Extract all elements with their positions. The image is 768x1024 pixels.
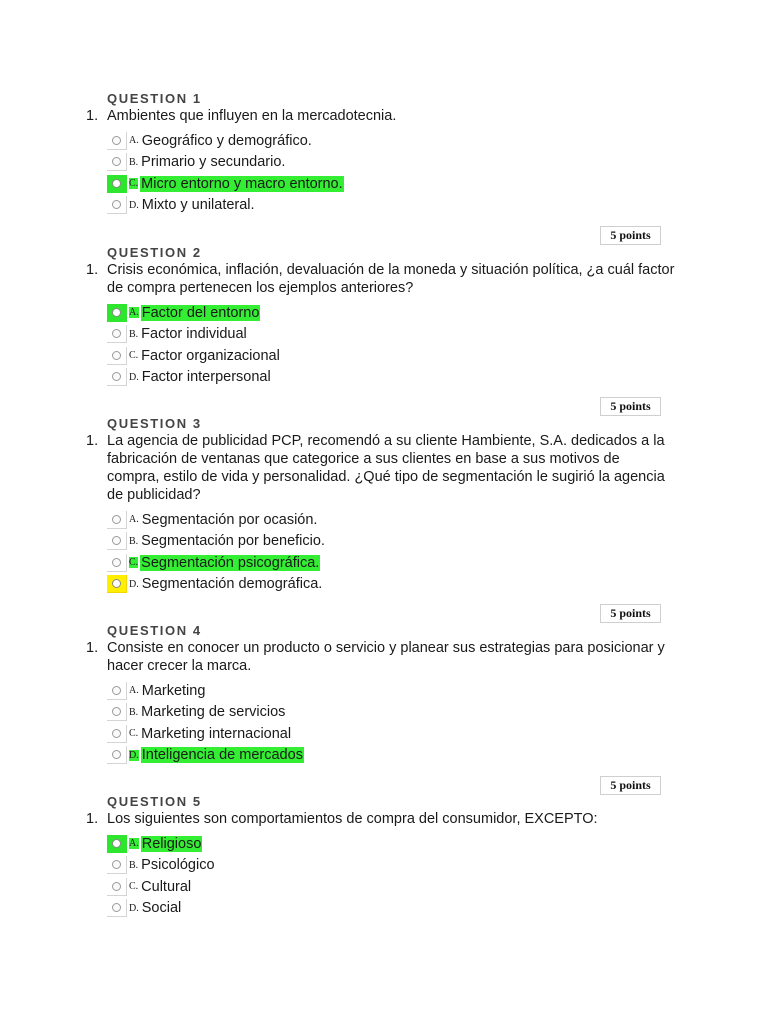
option-letter: B.	[129, 328, 139, 340]
option-letter: C.	[129, 350, 139, 362]
radio-circle-icon	[112, 515, 121, 524]
option-c[interactable]	[107, 723, 676, 745]
radio-button[interactable]	[107, 746, 127, 764]
radio-button[interactable]	[107, 153, 127, 171]
radio-button[interactable]	[107, 325, 127, 343]
option-a[interactable]	[107, 130, 676, 152]
radio-button[interactable]	[107, 725, 127, 743]
radio-button[interactable]	[107, 899, 127, 917]
question-number: 1.	[86, 433, 99, 449]
radio-circle-icon	[112, 882, 121, 891]
option-text: Segmentación por beneficio.	[141, 533, 325, 550]
radio-circle-icon	[112, 372, 121, 381]
option-c[interactable]	[107, 876, 676, 898]
option-letter: D.	[129, 199, 139, 211]
question-2	[86, 245, 676, 388]
radio-circle-icon	[112, 839, 121, 848]
option-text: Geográfico y demográfico.	[141, 132, 312, 149]
option-text: Psicológico	[141, 857, 215, 874]
option-a[interactable]	[107, 302, 676, 324]
radio-circle-icon	[112, 903, 121, 912]
option-c[interactable]	[107, 345, 676, 367]
option-text-correct: Factor del entorno	[141, 304, 260, 321]
option-d[interactable]	[107, 745, 676, 767]
option-b[interactable]	[107, 702, 676, 724]
option-d[interactable]	[107, 367, 676, 389]
option-c[interactable]	[107, 552, 676, 574]
question-title: QUESTION 5	[107, 794, 202, 809]
answer-options	[107, 680, 676, 766]
radio-circle-icon	[112, 179, 121, 188]
question-prompt: Consiste en conocer un producto o servicio y planear sus estrategias para posicionar y hacer crecer la marca.	[107, 640, 665, 674]
radio-circle-icon	[112, 536, 121, 545]
option-letter: C.	[129, 881, 139, 893]
radio-button[interactable]	[107, 703, 127, 721]
option-text: Mixto y unilateral.	[141, 197, 255, 214]
option-text-correct: Inteligencia de mercados	[141, 747, 303, 764]
radio-button[interactable]	[107, 554, 127, 572]
radio-circle-icon	[112, 729, 121, 738]
option-text: Marketing	[141, 682, 206, 699]
radio-button[interactable]	[107, 511, 127, 529]
answer-options	[107, 833, 676, 919]
option-letter: A.	[129, 685, 139, 697]
radio-circle-icon	[112, 308, 121, 317]
option-letter: B.	[129, 706, 139, 718]
option-letter: D.	[129, 578, 139, 590]
option-text-correct: Religioso	[141, 835, 202, 852]
question-number: 1.	[86, 811, 99, 827]
question-prompt: Crisis económica, inflación, devaluación de la moneda y situación política, ¿a cuál factor de compra pertenecen los ejemplos anteriores?	[107, 262, 675, 296]
option-b[interactable]	[107, 531, 676, 553]
option-d[interactable]	[107, 898, 676, 920]
radio-button[interactable]	[107, 856, 127, 874]
radio-button-selected[interactable]	[107, 175, 127, 193]
option-text: Primario y secundario.	[141, 154, 286, 171]
points-badge: 5 points	[600, 604, 661, 623]
question-text	[86, 432, 676, 504]
option-letter: B.	[129, 535, 139, 547]
radio-button[interactable]	[107, 682, 127, 700]
option-letter: D.	[129, 371, 139, 383]
option-letter: B.	[129, 156, 139, 168]
radio-button[interactable]	[107, 878, 127, 896]
question-number: 1.	[86, 640, 99, 656]
radio-button[interactable]	[107, 347, 127, 365]
option-d[interactable]	[107, 195, 676, 217]
radio-circle-icon	[112, 750, 121, 759]
option-text: Marketing internacional	[141, 725, 292, 742]
question-number: 1.	[86, 108, 99, 124]
option-text: Cultural	[141, 878, 192, 895]
option-text: Social	[141, 900, 182, 917]
option-letter: C.	[129, 728, 139, 740]
option-b[interactable]	[107, 152, 676, 174]
option-letter: C.	[129, 178, 139, 190]
radio-button[interactable]	[107, 132, 127, 150]
option-a[interactable]	[107, 833, 676, 855]
option-d[interactable]	[107, 574, 676, 596]
option-b[interactable]	[107, 324, 676, 346]
points-badge: 5 points	[600, 776, 661, 795]
option-letter: C.	[129, 557, 139, 569]
radio-button[interactable]	[107, 532, 127, 550]
option-letter: D.	[129, 902, 139, 914]
radio-circle-icon	[112, 200, 121, 209]
option-text-correct: Segmentación psicográfica.	[141, 554, 320, 571]
question-prompt: Ambientes que influyen en la mercadotecnia.	[107, 108, 397, 124]
question-prompt: Los siguientes son comportamientos de compra del consumidor, EXCEPTO:	[107, 811, 598, 827]
option-letter: A.	[129, 135, 139, 147]
option-text: Marketing de servicios	[141, 704, 286, 721]
radio-circle-icon	[112, 579, 121, 588]
radio-button-selected-wrong[interactable]	[107, 575, 127, 593]
radio-button[interactable]	[107, 196, 127, 214]
question-title: QUESTION 3	[107, 416, 202, 431]
option-letter: A.	[129, 307, 139, 319]
question-text	[86, 639, 676, 675]
radio-circle-icon	[112, 136, 121, 145]
question-3	[86, 416, 676, 595]
option-letter: B.	[129, 859, 139, 871]
radio-circle-icon	[112, 707, 121, 716]
question-prompt: La agencia de publicidad PCP, recomendó a su cliente Hambiente, S.A. dedicados a la fabricación de ventanas que categorice a sus clientes en base a sus motivos de compra, estilo de vida y personalidad. ¿Qué tipo de segmentación le sugirió la agencia de publicidad?	[107, 433, 665, 503]
radio-circle-icon	[112, 157, 121, 166]
radio-circle-icon	[112, 558, 121, 567]
radio-circle-icon	[112, 351, 121, 360]
option-text-correct: Micro entorno y macro entorno.	[141, 175, 343, 192]
radio-circle-icon	[112, 860, 121, 869]
option-text: Factor organizacional	[141, 347, 280, 364]
option-text: Segmentación demográfica.	[141, 576, 323, 593]
question-text	[86, 107, 676, 125]
option-letter: A.	[129, 514, 139, 526]
question-text	[86, 261, 676, 297]
option-a[interactable]	[107, 680, 676, 702]
answer-options	[107, 302, 676, 388]
radio-circle-icon	[112, 686, 121, 695]
question-number: 1.	[86, 262, 99, 278]
points-badge: 5 points	[600, 226, 661, 245]
question-4	[86, 623, 676, 766]
answer-options	[107, 130, 676, 216]
option-text: Segmentación por ocasión.	[141, 511, 318, 528]
points-badge: 5 points	[600, 397, 661, 416]
radio-button-selected[interactable]	[107, 835, 127, 853]
option-b[interactable]	[107, 855, 676, 877]
answer-options	[107, 509, 676, 595]
option-text: Factor interpersonal	[141, 369, 271, 386]
radio-button[interactable]	[107, 368, 127, 386]
radio-button-selected[interactable]	[107, 304, 127, 322]
radio-circle-icon	[112, 329, 121, 338]
question-5	[86, 794, 676, 919]
option-a[interactable]	[107, 509, 676, 531]
question-1	[86, 91, 676, 216]
option-letter: D.	[129, 749, 139, 761]
option-letter: A.	[129, 838, 139, 850]
question-title: QUESTION 4	[107, 623, 202, 638]
question-title: QUESTION 2	[107, 245, 202, 260]
option-c[interactable]	[107, 173, 676, 195]
question-title: QUESTION 1	[107, 91, 202, 106]
question-text	[86, 810, 676, 828]
option-text: Factor individual	[141, 326, 247, 343]
